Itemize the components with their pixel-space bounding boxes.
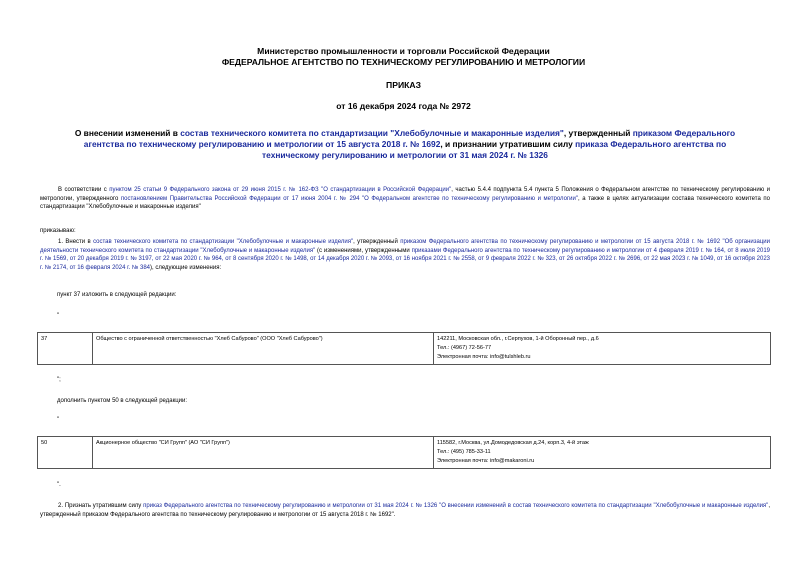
title-link-order-1692[interactable]: приказом Федерального агентства по техническому регулированию и метрологии от 15 августа 2018 г. № 1692 (83, 128, 736, 149)
item2-text-2: , утвержденный приказом Федерального агентства по техническому регулированию и метрологии от 15 августа 2018 г. № 1692". (40, 503, 770, 518)
document-title (60, 128, 750, 161)
title-link-committee[interactable]: состав технического комитета по стандартизации "Хлебобулочные и макаронные изделия" (180, 128, 564, 138)
preamble-paragraph (40, 186, 770, 212)
item1-text-4: ), следующие изменения: (150, 265, 222, 272)
close-quote-2: ". (57, 482, 61, 488)
row37-email: Электронная почта: info@tulshleb.ru (437, 354, 531, 360)
order-word: приказываю: (40, 228, 76, 234)
item1-text-1: 1. Внести в (58, 239, 94, 245)
table-row (38, 437, 771, 469)
item1-link-order-1692[interactable]: приказом Федерального агентства по техническому регулированию и метрологии от 15 августа 2018 г. № 1692 "Об организации деятельности технического комитета по стандартизации "Хлебобулочные и макаронные изделия" (40, 239, 771, 254)
row50-email: Электронная почта: info@makaroni.ru (437, 458, 535, 464)
open-quote-2: " (57, 417, 60, 423)
document-type: ПРИКАЗ (386, 80, 421, 90)
close-quote-1: "; (57, 377, 61, 383)
table-row-37 (37, 332, 771, 365)
item1-link-amendments[interactable]: приказами Федерального агентства по техническому регулированию и метрологии от 4 февраля 2019 г. № 164, от 8 июля 2019 г. № 1569, от 20 декабря 2019 г. № 3197, от 22 мая 2020 г. № 964, от 8 сентября 2020 г. № 1498, от 14 декабря 2020 г. № 2093, от 16 ноября 2021 г. № 2558, от 9 февраля 2022 г. № 323, от 26 октября 2022 г. № 2696, от 22 мая 2023 г. № 1049, от 16 октября 2023 г. № 2174, от 16 февраля 2024 г. № 384 (40, 247, 770, 272)
title-text-3: , и признании утратившим силу (440, 139, 576, 149)
sub-item-37-intro: пункт 37 изложить в следующей редакции: (57, 292, 177, 298)
row37-phone: Тел.: (4967) 72-56-77 (437, 345, 492, 351)
row37-contacts (434, 333, 771, 365)
item2-link-order-1326[interactable]: приказ Федерального агентства по техническому регулированию и метрологии от 31 мая 2024 г. № 1326 "О внесении изменений в состав технического комитета по стандартизации "Хлебобулочные и макаронные изделия" (143, 503, 769, 509)
sub-item-50-intro: дополнить пунктом 50 в следующей редакции: (57, 398, 188, 404)
row37-address: 142211, Московская обл., г.Серпухов, 1-й Оборонный пер., д.6 (437, 336, 599, 342)
row50-name: Акционерное общество "СИ Групп" (АО "СИ Групп") (93, 437, 434, 469)
table-row (38, 333, 771, 365)
item-2-paragraph (40, 502, 770, 519)
document-date-number: от 16 декабря 2024 года № 2972 (336, 101, 471, 111)
item1-text-3: (с изменениями, утвержденными (315, 247, 412, 254)
row37-name: Общество с ограниченной ответственностью "Хлеб Сабурово" (ООО "Хлеб Сабурово") (93, 333, 434, 365)
item1-link-committee[interactable]: состав технического комитета по стандартизации "Хлебобулочные и макаронные изделия" (93, 239, 354, 245)
preamble-text-2: , частью 5.4.4 подпункта 5.4 пункта 5 Положения о Федеральном агентстве по техническому регулированию и метрологии, утвержденного (40, 187, 770, 202)
preamble-text-3: , а также в целях актуализации состава технического комитета по стандартизации "Хлебобулочные и макаронные изделия" (40, 195, 770, 211)
preamble-link-law[interactable]: пунктом 25 статьи 9 Федерального закона от 29 июня 2015 г. № 162-ФЗ "О стандартизации в Российской Федерации" (109, 187, 452, 193)
open-quote-1: " (57, 313, 60, 319)
agency-name: ФЕДЕРАЛЬНОЕ АГЕНТСТВО ПО ТЕХНИЧЕСКОМУ РЕГУЛИРОВАНИЮ И МЕТРОЛОГИИ (221, 57, 586, 67)
row50-address: 115582, г.Москва, ул.Домодедовская д.24, корп.3, 4-й этаж (437, 440, 589, 446)
ministry-name: Министерство промышленности и торговли Российской Федерации (257, 46, 550, 56)
table-row-50 (37, 436, 771, 469)
title-text-1: О внесении изменений в (74, 128, 181, 138)
title-text-2: , утвержденный (563, 128, 633, 138)
row50-number: 50 (38, 437, 93, 469)
title-link-order-1326[interactable]: приказа Федерального агентства по техническому регулированию и метрологии от 31 мая 2024 г. № 1326 (262, 139, 727, 160)
row50-phone: Тел.: (495) 785-33-11 (437, 449, 491, 455)
item-1-paragraph (40, 238, 770, 273)
row50-contacts (434, 437, 771, 469)
preamble-link-resolution[interactable]: постановлением Правительства Российской Федерации от 17 июня 2004 г. № 294 "О Федеральном агентстве по техническому регулированию и метрологии" (120, 195, 578, 202)
item2-text-1: 2. Признать утратившим силу (58, 503, 144, 509)
preamble-text-1: В соответствии с (58, 187, 110, 193)
row37-number: 37 (38, 333, 93, 365)
item1-text-2: , утвержденный (353, 239, 401, 245)
